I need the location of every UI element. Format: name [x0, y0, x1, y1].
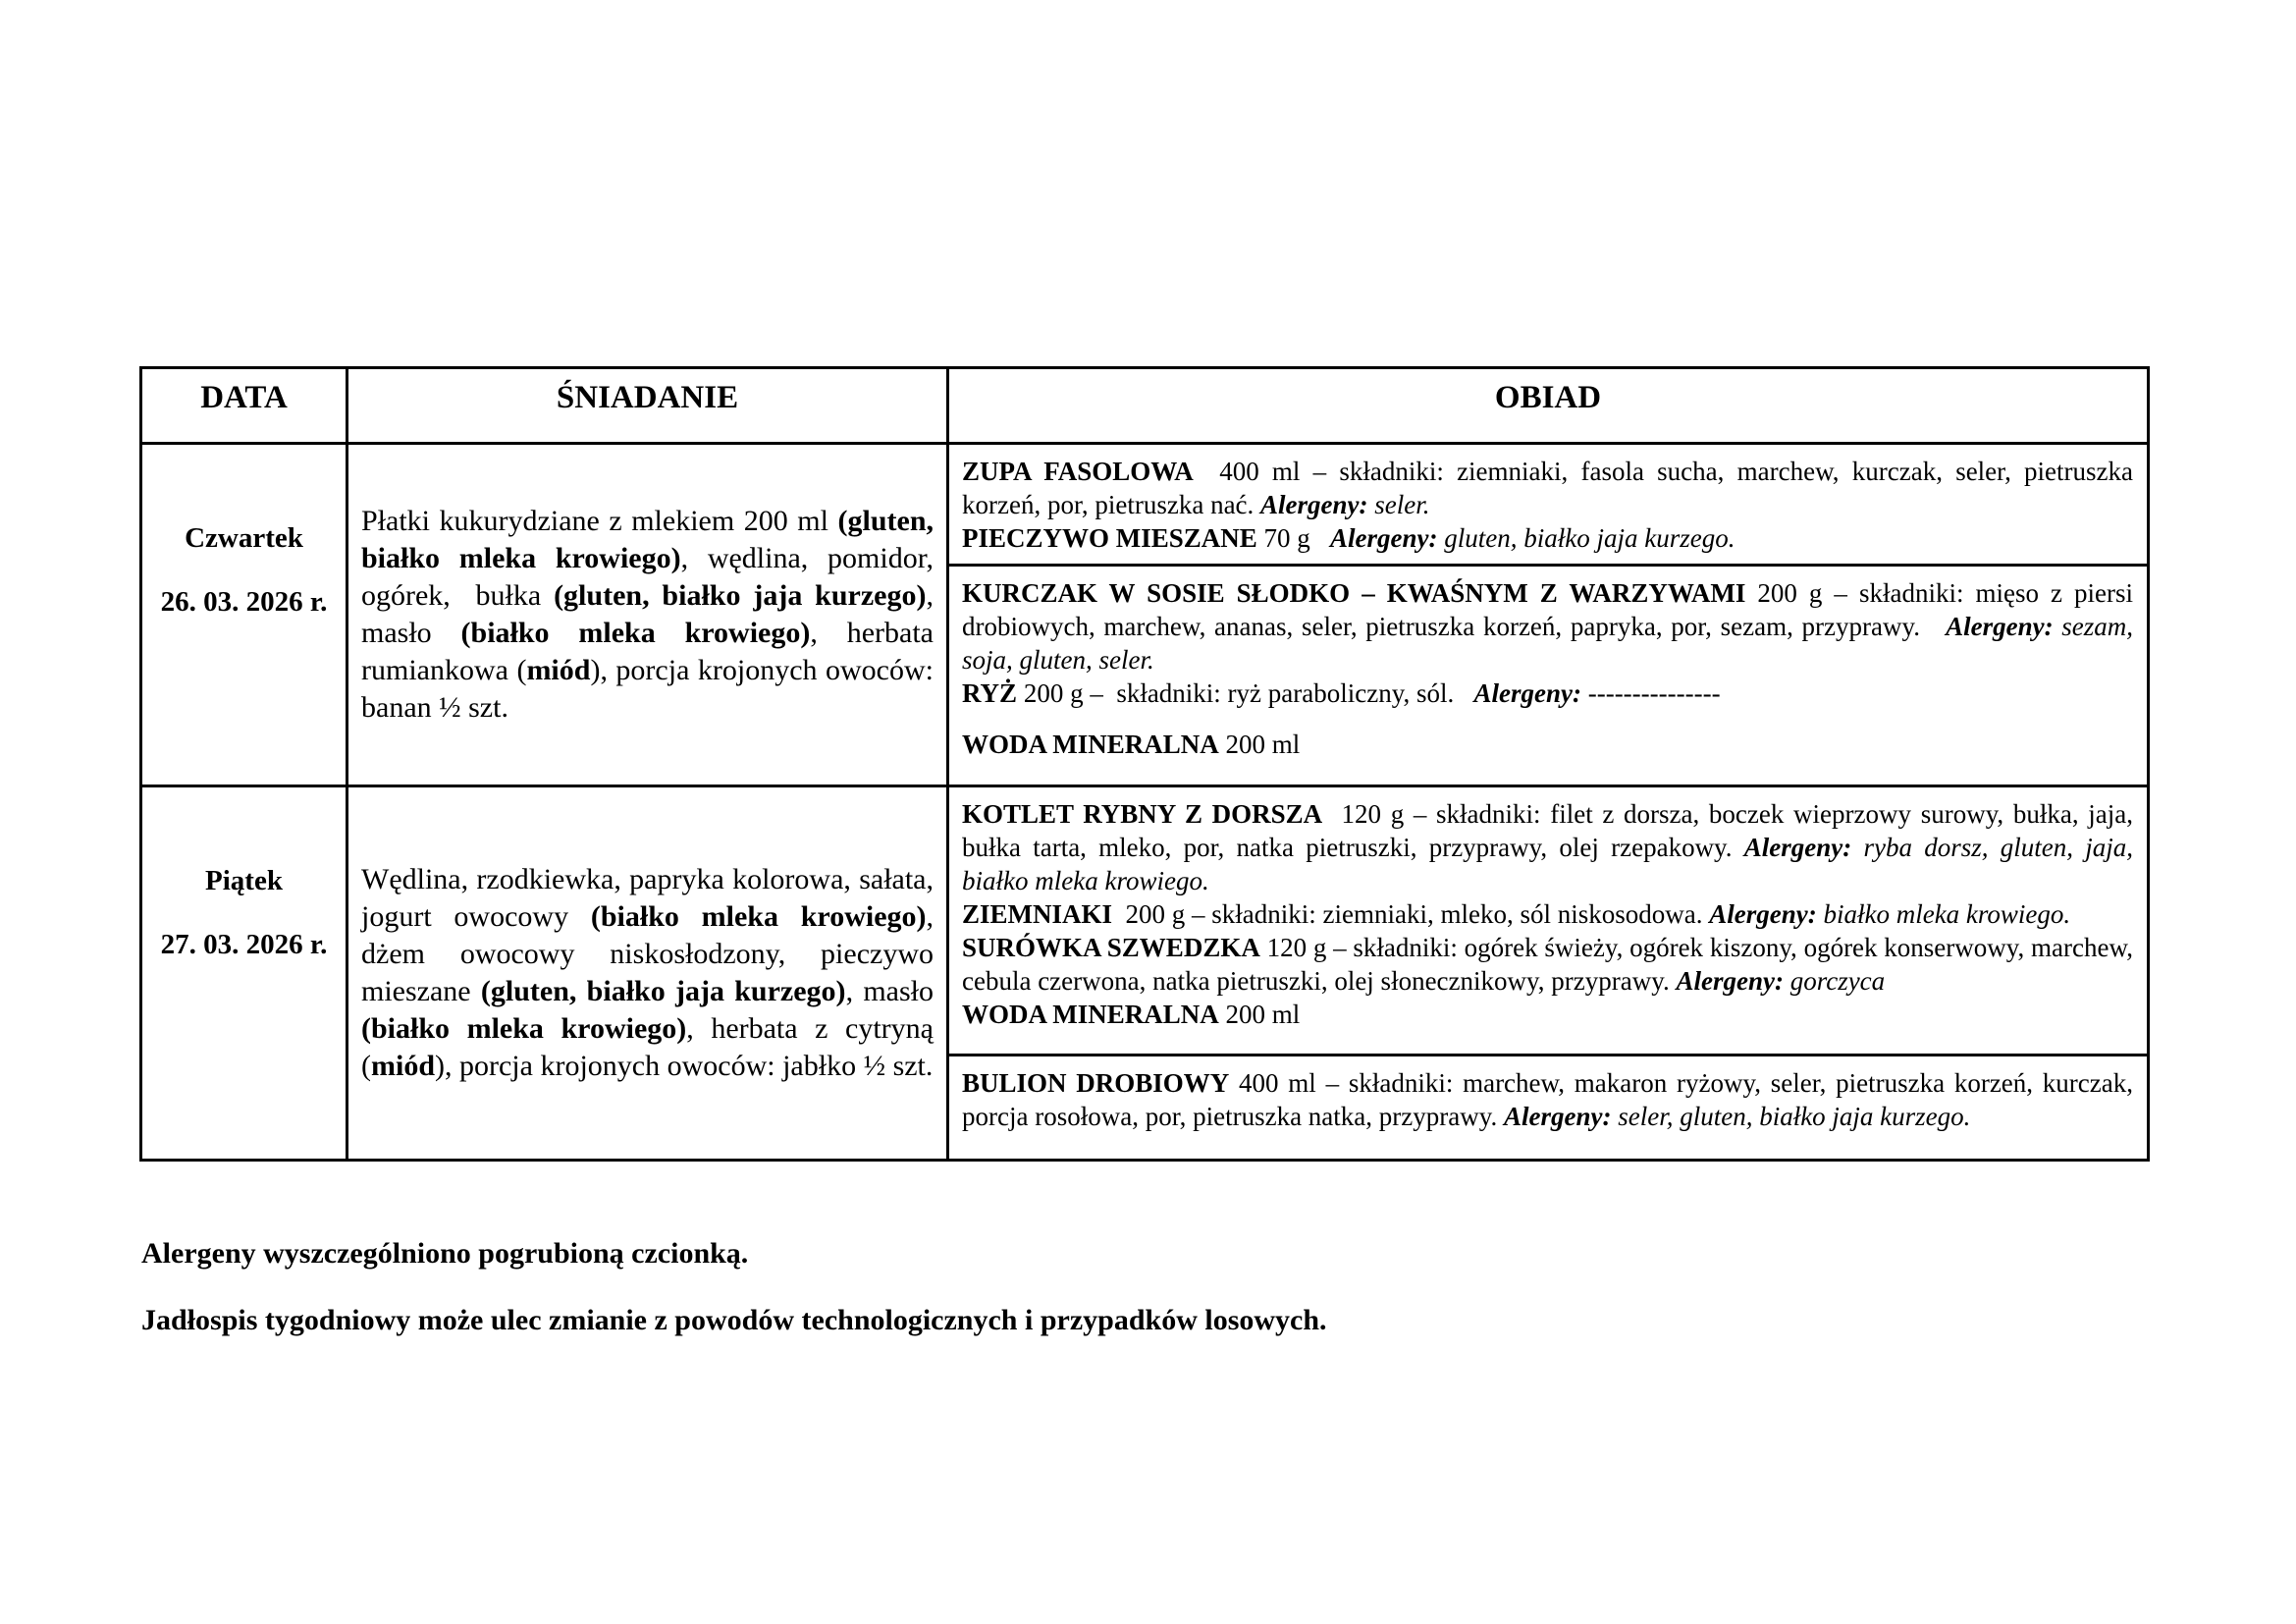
dinner-subcell-main — [949, 567, 2147, 785]
dinner-subcell-soup — [949, 1056, 2147, 1159]
day-date-label: 26. 03. 2026 r. — [160, 586, 328, 618]
date-cell-czwartek — [142, 445, 348, 787]
dish-ryz: RYŻ 200 g – składniki: ryż paraboliczny, sól. Alergeny: --------------- — [962, 678, 1721, 708]
dinner-cell-piatek — [949, 787, 2147, 1159]
footer-note-changes: Jadłospis tygodniowy może ulec zmianie z powodów technologicznych i przypadków losowych. — [141, 1304, 1327, 1336]
header-cell-sniadanie: ŚNIADANIE — [348, 369, 949, 445]
header-cell-obiad: OBIAD — [949, 369, 2147, 445]
day-name-label: Piątek — [205, 865, 283, 896]
footer-notes — [141, 1235, 2154, 1369]
dish-surowka-szwedzka: SURÓWKA SZWEDZKA 120 g – składniki: ogórek świeży, ogórek kiszony, ogórek konserwowy, marchew, cebula czerwona, natka pietruszki, olej słonecznikowy, przyprawy. Alergeny: gorczyca — [962, 933, 2133, 996]
date-cell-piatek — [142, 787, 348, 1159]
dish-bulion-drobiowy: BULION DROBIOWY 400 ml – składniki: marchew, makaron ryżowy, seler, pietruszka korzeń, kurczak, porcja rosołowa, por, pietruszka natka, przyprawy. Alergeny: seler, gluten, białko jaja kurzego. — [962, 1068, 2133, 1131]
breakfast-cell-czwartek — [348, 445, 949, 787]
header-cell-data: DATA — [142, 369, 348, 445]
dinner-subcell-soup — [949, 445, 2147, 567]
dish-kurczak-w-sosie: KURCZAK W SOSIE SŁODKO – KWAŚNYM Z WARZYWAMI 200 g – składniki: mięso z piersi drobiowych, marchew, ananas, seler, pietruszka korzeń, papryka, por, sezam, przyprawy. Alergeny: sezam, soja, gluten, seler. — [962, 578, 2134, 675]
weekly-menu-table — [139, 366, 2150, 1162]
dish-ziemniaki: ZIEMNIAKI 200 g – składniki: ziemniaki, mleko, sól niskosodowa. Alergeny: białko mleka krowiego. — [962, 899, 2071, 929]
dinner-cell-czwartek — [949, 445, 2147, 787]
dish-pieczywo-mieszane: PIECZYWO MIESZANE 70 g Alergeny: gluten, białko jaja kurzego. — [962, 523, 1735, 553]
dish-woda-mineralna: WODA MINERALNA 200 ml — [962, 1000, 1301, 1029]
breakfast-text: Wędlina, rzodkiewka, papryka kolorowa, sałata, jogurt owocowy (białko mleka krowiego), dżem owocowy niskosłodzony, pieczywo mieszane (gluten, białko jaja kurzego), masło (białko mleka krowiego), herbata z cytryną (miód), porcja krojonych owoców: jabłko ½ szt. — [361, 863, 934, 1082]
day-date-label: 27. 03. 2026 r. — [160, 929, 328, 960]
dish-kotlet-rybny: KOTLET RYBNY Z DORSZA 120 g – składniki: filet z dorsza, boczek wieprzowy surowy, bułka, jaja, bułka tarta, mleko, por, natka pietruszki, przyprawy, olej rzepakowy. Alergeny: ryba dorsz, gluten, jaja, białko mleka krowiego. — [962, 799, 2133, 895]
day-name-label: Czwartek — [185, 522, 303, 554]
breakfast-cell-piatek — [348, 787, 949, 1159]
footer-note-allergens: Alergeny wyszczególniono pogrubioną czcionką. — [141, 1237, 749, 1270]
dish-woda-mineralna: WODA MINERALNA 200 ml — [962, 730, 1301, 759]
dish-zupa-fasolowa: ZUPA FASOLOWA 400 ml – składniki: ziemniaki, fasola sucha, marchew, kurczak, seler, pietruszka korzeń, por, pietruszka nać. Alergeny: seler. — [962, 457, 2133, 519]
dinner-subcell-main — [949, 787, 2147, 1056]
breakfast-text: Płatki kukurydziane z mlekiem 200 ml (gluten, białko mleka krowiego), wędlina, pomidor, ogórek, bułka (gluten, białko jaja kurzego), masło (białko mleka krowiego), herbata rumiankowa (miód), porcja krojonych owoców: banan ½ szt. — [361, 505, 934, 724]
